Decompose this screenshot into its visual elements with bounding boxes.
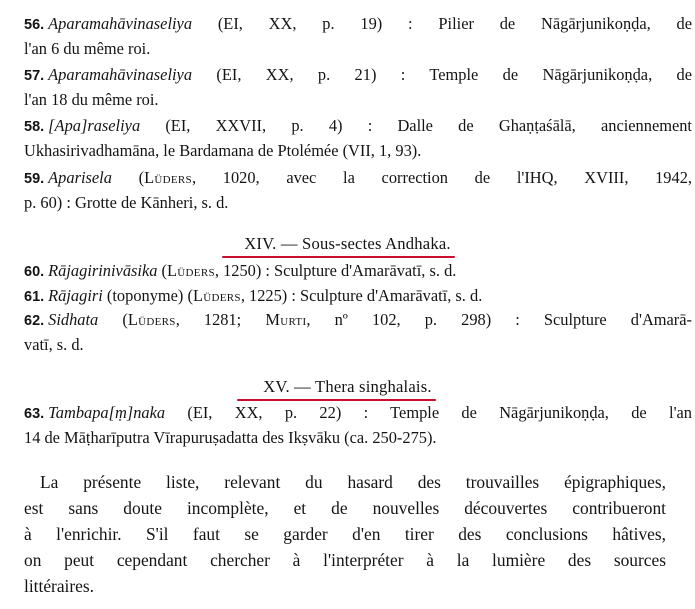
entry-line-1 bbox=[24, 114, 692, 139]
entry-line-2: Ukhasirivadhamāna, le Bardamana de Ptolémée (VII, 1, 93). bbox=[24, 141, 422, 160]
site-name: Rājagiri bbox=[48, 286, 103, 305]
entry-text: ( bbox=[111, 168, 145, 187]
author-name: Lüders bbox=[192, 286, 241, 305]
paragraph-line: à l'enrichir. S'il faut se garder d'en tirer des conclusions hâtives, bbox=[24, 524, 666, 544]
entry-number: 59. bbox=[24, 171, 45, 187]
entry-text: ( bbox=[98, 310, 128, 329]
entry-text: , 1225) : Sculpture d'Amarāvatī, s. d. bbox=[240, 286, 483, 305]
author-name: Lüders bbox=[127, 310, 176, 329]
body-paragraph bbox=[24, 469, 666, 599]
entry-text: , 1281; bbox=[175, 310, 266, 329]
list-item-57 bbox=[24, 63, 692, 112]
paragraph-line: littéraires. bbox=[24, 576, 95, 596]
entry-line-1 bbox=[24, 284, 692, 309]
list-item-63 bbox=[24, 401, 692, 450]
section-heading-xv bbox=[0, 375, 695, 399]
site-name: Rājagirinivāsika bbox=[48, 261, 158, 280]
entry-line-2: l'an 18 du même roi. bbox=[24, 90, 159, 109]
author-name: Murti bbox=[265, 310, 307, 329]
site-name: Tambapa[ṃ]naka bbox=[48, 403, 166, 422]
entry-text: , nº 102, p. 298) : Sculpture d'Amarā- bbox=[306, 310, 693, 329]
entry-text: , 1020, avec la correction de l'IHQ, XVIII, 1942, bbox=[191, 168, 692, 187]
entry-number: 63. bbox=[24, 406, 45, 422]
list-item-58 bbox=[24, 114, 692, 163]
site-name: Aparisela bbox=[48, 168, 112, 187]
entry-line-1 bbox=[24, 63, 692, 88]
entry-number: 56. bbox=[24, 17, 45, 33]
list-item-59 bbox=[24, 166, 692, 215]
heading-text: XIV. — Sous-sectes Andhaka. bbox=[244, 234, 451, 253]
entry-text: (toponyme) ( bbox=[102, 286, 193, 305]
entry-line-1 bbox=[24, 259, 692, 284]
entry-line-2: p. 60) : Grotte de Kānheri, s. d. bbox=[24, 193, 229, 212]
heading-text: XV. — Thera singhalais. bbox=[263, 377, 432, 396]
entry-number: 58. bbox=[24, 119, 45, 135]
entry-number: 62. bbox=[24, 313, 45, 329]
site-name: Aparamahāvinaseliya bbox=[48, 65, 193, 84]
entry-line-1 bbox=[24, 166, 692, 191]
entry-line-2: l'an 6 du même roi. bbox=[24, 39, 151, 58]
author-name: Lüders bbox=[144, 168, 192, 187]
entry-text: , 1250) : Sculpture d'Amarāvatī, s. d. bbox=[214, 261, 457, 280]
site-name: [Apa]raseliya bbox=[48, 116, 141, 135]
entry-number: 61. bbox=[24, 289, 45, 305]
section-heading-xiv bbox=[0, 232, 695, 256]
entry-number: 57. bbox=[24, 68, 45, 84]
list-item-60 bbox=[24, 259, 692, 284]
entry-line-2: vatī, s. d. bbox=[24, 335, 84, 354]
list-item-62 bbox=[24, 308, 692, 357]
site-name: Aparamahāvinaseliya bbox=[48, 14, 193, 33]
entry-text: ( bbox=[157, 261, 167, 280]
entry-text: (EI, XX, p. 21) : Temple de Nāgārjunikoṇḍa, de bbox=[192, 65, 692, 84]
entry-text: (EI, XX, p. 22) : Temple de Nāgārjunikoṇḍa, de l'an bbox=[165, 403, 692, 422]
entry-line-1 bbox=[24, 12, 692, 37]
entry-line-1 bbox=[24, 308, 692, 333]
list-item-56 bbox=[24, 12, 692, 61]
entry-number: 60. bbox=[24, 264, 45, 280]
site-name: Sidhata bbox=[48, 310, 99, 329]
entry-text: (EI, XXVII, p. 4) : Dalle de Ghaṇṭaśālā, anciennement bbox=[140, 116, 692, 135]
entry-line-2: 14 de Māṭharīputra Vīrapuruṣadatta des Ikṣvāku (ca. 250-275). bbox=[24, 428, 437, 447]
paragraph-line: est sans doute incomplète, et de nouvelles découvertes contribueront bbox=[24, 498, 666, 518]
entry-line-1 bbox=[24, 401, 692, 426]
author-name: Lüders bbox=[167, 261, 215, 280]
entry-text: (EI, XX, p. 19) : Pilier de Nāgārjunikoṇḍa, de bbox=[192, 14, 692, 33]
red-underline bbox=[222, 256, 455, 258]
list-item-61 bbox=[24, 284, 692, 309]
heading-text-wrap bbox=[244, 232, 451, 256]
paragraph-line: on peut cependant chercher à l'interpréter à la lumière des sources bbox=[24, 550, 666, 570]
heading-text-wrap bbox=[263, 375, 432, 399]
paragraph-line: La présente liste, relevant du hasard des trouvailles épigraphiques, bbox=[40, 472, 666, 492]
